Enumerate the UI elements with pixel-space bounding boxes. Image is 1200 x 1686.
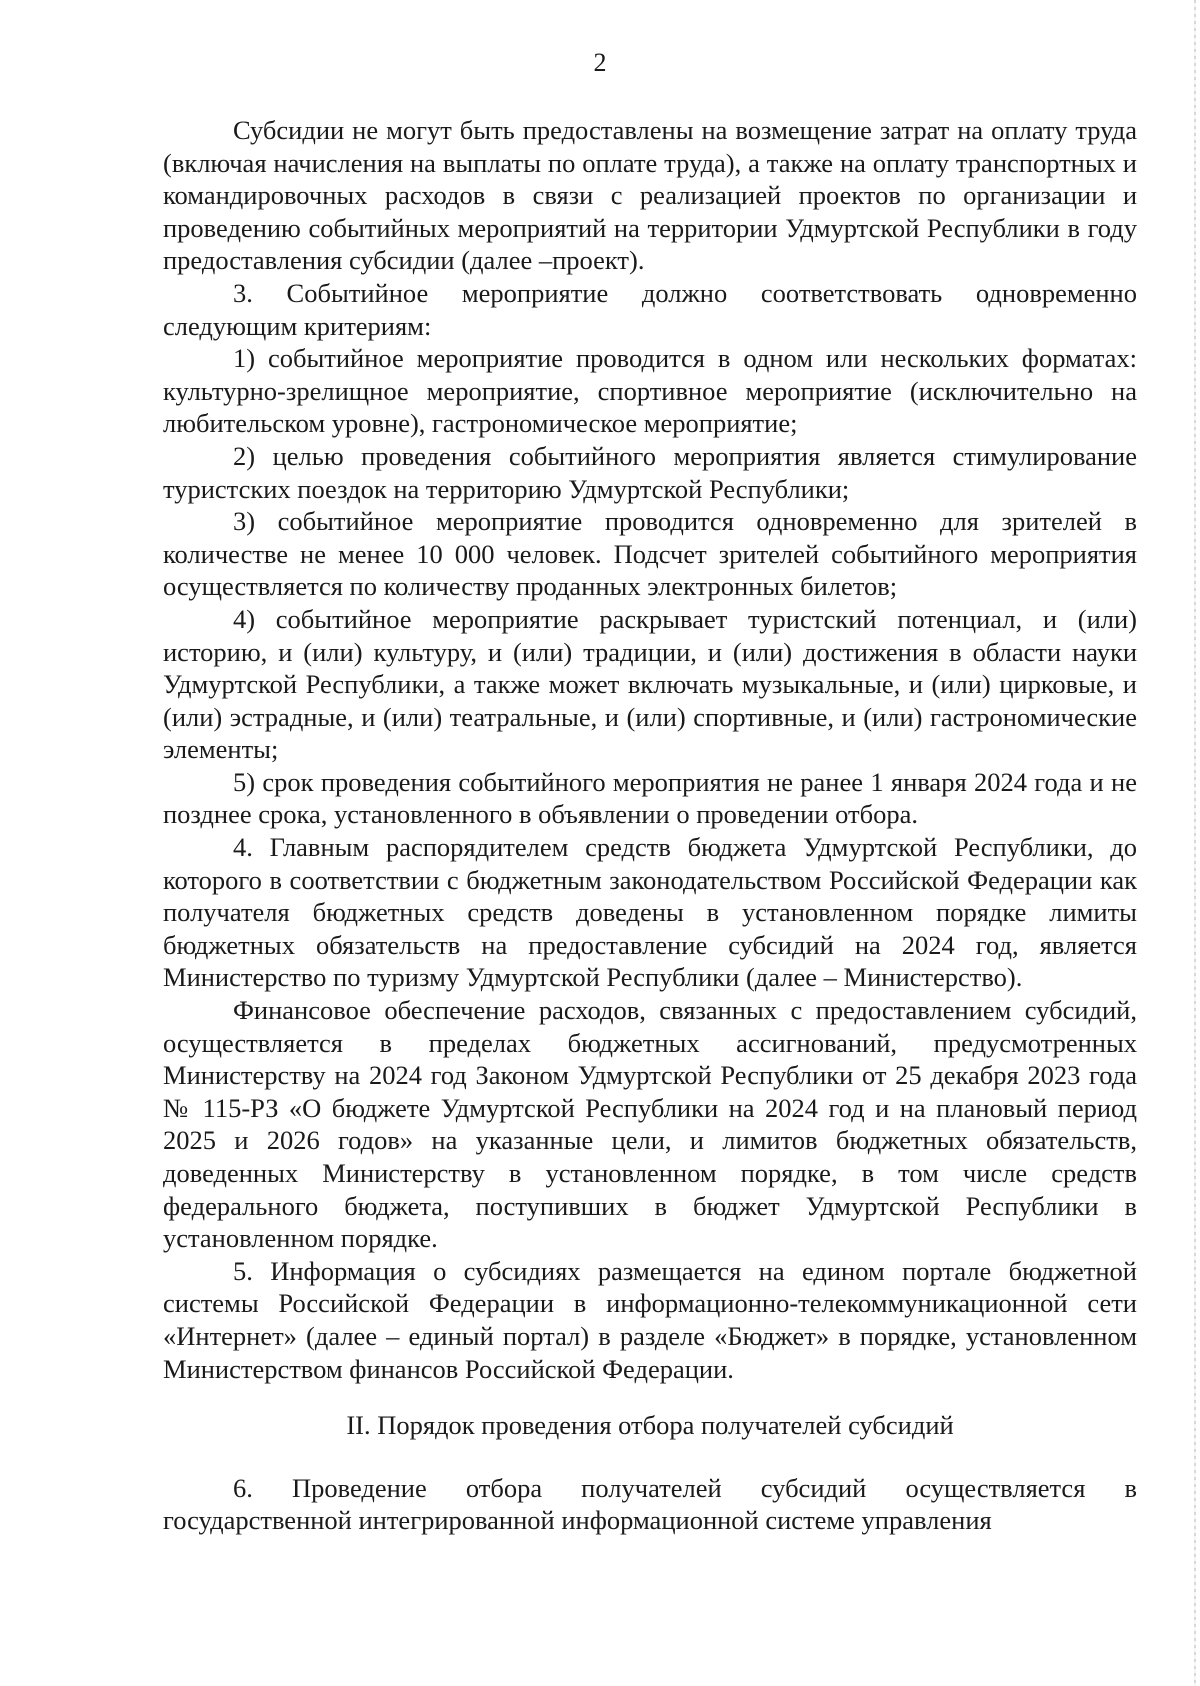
criterion-3: 3) событийное мероприятие проводится одновременно для зрителей в количестве не менее 10 000 человек. Подсчет зрителей событийного мероприятия осуществляется по количеству проданных электронных билетов; (163, 506, 1137, 602)
paragraph-subsidy-restrictions: Субсидии не могут быть предоставлены на возмещение затрат на оплату труда (включая начисления на выплаты по оплате труда), а также на оплату транспортных и командировочных расходов в связи с реализацией проектов по организации и проведению событийных мероприятий на территории Удмуртской Республики в году предоставления субсидии (далее –проект). (163, 115, 1137, 276)
criterion-4: 4) событийное мероприятие раскрывает туристский потенциал, и (или) историю, и (или) культуру, и (или) традиции, и (или) достижения в области науки Удмуртской Республики, а также может включать музыкальные, и (или) цирковые, и (или) эстрадные, и (или) театральные, и (или) спортивные, и (или) гастрономические элементы; (163, 603, 1137, 765)
paragraph-main-administrator: 4. Главным распорядителем средств бюджета Удмуртской Республики, до которого в соответствии с бюджетным законодательством Российской Федерации как получателя бюджетных средств доведены в установленном порядке лимиты бюджетных обязательств на предоставление субсидий на 2024 год, является Министерство по туризму Удмуртской Республики (далее – Министерство). (163, 832, 1137, 993)
section-heading: II. Порядок проведения отбора получателей субсидий (346, 1410, 954, 1441)
paragraph-selection-procedure: 6. Проведение отбора получателей субсидий осуществляется в государственной интегрированной информационной системе управления (163, 1472, 1137, 1536)
paragraph-criteria-intro: 3. Событийное мероприятие должно соответствовать одновременно следующим критериям: (163, 277, 1137, 341)
criterion-2: 2) целью проведения событийного мероприятия является стимулирование туристских поездок на территорию Удмуртской Республики; (163, 440, 1137, 504)
scan-edge-artifact (1194, 0, 1196, 1686)
paragraph-financing: Финансовое обеспечение расходов, связанных с предоставлением субсидий, осуществляется в пределах бюджетных ассигнований, предусмотренных Министерству на 2024 год Законом Удмуртской Республики от 25 декабря 2023 года № 115-РЗ «О бюджете Удмуртской Республики на 2024 год и на плановый период 2025 и 2026 годов» на указанные цели, и лимитов бюджетных обязательств, доведенных Министерству в установленном порядке, в том числе средств федерального бюджета, поступивших в бюджет Удмуртской Республики в установленном порядке. (163, 995, 1137, 1254)
page-number: 2 (593, 48, 607, 77)
document-body (163, 114, 1137, 1537)
criterion-5: 5) срок проведения событийного мероприятия не ранее 1 января 2024 года и не позднее срока, установленного в объявлении о проведении отбора. (163, 766, 1137, 830)
paragraph-information-portal: 5. Информация о субсидиях размещается на едином портале бюджетной системы Российской Федерации в информационно-телекоммуникационной сети «Интернет» (далее – единый портал) в разделе «Бюджет» в порядке, установленном Министерством финансов Российской Федерации. (163, 1255, 1137, 1384)
criterion-1: 1) событийное мероприятие проводится в одном или нескольких форматах: культурно-зрелищное мероприятие, спортивное мероприятие (исключительно на любительском уровне), гастрономическое мероприятие; (163, 343, 1137, 439)
